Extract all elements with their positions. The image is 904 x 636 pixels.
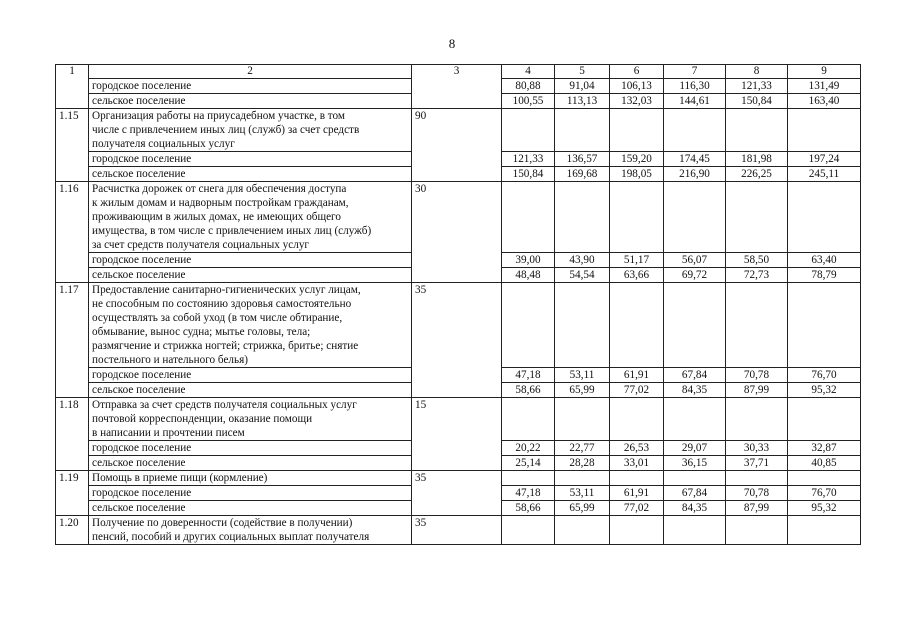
empty-cell [502, 283, 555, 368]
header-row [56, 65, 861, 79]
empty-cell [610, 283, 664, 368]
settlement-label: сельское поселение [89, 94, 412, 109]
description-line: обмывание, вынос судна; мытье головы, тела; [92, 326, 311, 338]
description-line: пенсий, пособий и других социальных выплат получателя [92, 531, 370, 543]
value-cell: 131,49 [788, 79, 861, 94]
value-cell: 77,02 [610, 501, 664, 516]
value-cell: 26,53 [610, 441, 664, 456]
description-line: Отправка за счет средств получателя социальных услуг [92, 399, 357, 411]
description-line: проживающим в жилых домах, не имеющих общего [92, 211, 341, 223]
table-row-settlement [56, 253, 861, 268]
settlement-label: городское поселение [89, 441, 412, 456]
header-cell: 2 [89, 65, 412, 79]
service-description [89, 109, 412, 152]
row-number-cell [56, 152, 89, 167]
table-row-settlement [56, 94, 861, 109]
service-norm: 35 [412, 471, 502, 486]
service-norm: 15 [412, 398, 502, 441]
table-row-settlement [56, 441, 861, 456]
value-cell: 106,13 [610, 79, 664, 94]
value-cell: 95,32 [788, 383, 861, 398]
description-line: не способным по состоянию здоровья самостоятельно [92, 298, 352, 310]
empty-cell [664, 516, 726, 545]
table-row-service [56, 109, 861, 152]
row-number-cell [56, 253, 89, 268]
description-line: осуществлять за собой уход (в том числе обтирание, [92, 312, 343, 324]
value-cell: 150,84 [502, 167, 555, 182]
empty-cell [788, 182, 861, 253]
value-cell: 67,84 [664, 486, 726, 501]
norm-cell [412, 368, 502, 383]
empty-cell [555, 283, 610, 368]
empty-cell [726, 182, 788, 253]
value-cell: 80,88 [502, 79, 555, 94]
value-cell: 47,18 [502, 486, 555, 501]
empty-cell [726, 283, 788, 368]
value-cell: 51,17 [610, 253, 664, 268]
row-number-cell [56, 383, 89, 398]
service-description [89, 182, 412, 253]
value-cell: 181,98 [726, 152, 788, 167]
settlement-label: сельское поселение [89, 167, 412, 182]
service-norm: 30 [412, 182, 502, 253]
empty-cell [664, 471, 726, 486]
value-cell: 58,66 [502, 501, 555, 516]
value-cell: 226,25 [726, 167, 788, 182]
settlement-label: сельское поселение [89, 383, 412, 398]
table-row-service [56, 398, 861, 441]
value-cell: 30,33 [726, 441, 788, 456]
value-cell: 43,90 [555, 253, 610, 268]
value-cell: 132,03 [610, 94, 664, 109]
value-cell: 100,55 [502, 94, 555, 109]
norm-cell [412, 79, 502, 94]
value-cell: 91,04 [555, 79, 610, 94]
norm-cell [412, 253, 502, 268]
row-number-cell [56, 486, 89, 501]
service-description [89, 398, 412, 441]
service-norm: 35 [412, 516, 502, 545]
row-number-cell [56, 79, 89, 94]
row-number-cell [56, 167, 89, 182]
description-line: к жилым домам и надворным постройкам гражданам, [92, 197, 349, 209]
table-row-settlement [56, 486, 861, 501]
value-cell: 65,99 [555, 383, 610, 398]
service-description [89, 283, 412, 368]
norm-cell [412, 456, 502, 471]
empty-cell [664, 283, 726, 368]
value-cell: 84,35 [664, 501, 726, 516]
header-cell: 3 [412, 65, 502, 79]
table-row-service [56, 283, 861, 368]
service-description [89, 471, 412, 486]
header-cell: 6 [610, 65, 664, 79]
table-row-service [56, 471, 861, 486]
service-number: 1.20 [56, 516, 89, 545]
description-line: имущества, в том числе с привлечением иных лиц (служб) [92, 225, 372, 237]
norm-cell [412, 441, 502, 456]
description-line: числе с привлечением иных лиц (служб) за счет средств [92, 124, 360, 136]
empty-cell [610, 516, 664, 545]
value-cell: 197,24 [788, 152, 861, 167]
header-cell: 7 [664, 65, 726, 79]
value-cell: 56,07 [664, 253, 726, 268]
table-row-settlement [56, 456, 861, 471]
empty-cell [610, 109, 664, 152]
table-row-settlement [56, 368, 861, 383]
table-row-settlement [56, 501, 861, 516]
value-cell: 58,66 [502, 383, 555, 398]
value-cell: 53,11 [555, 486, 610, 501]
value-cell: 54,54 [555, 268, 610, 283]
empty-cell [610, 182, 664, 253]
settlement-label: сельское поселение [89, 268, 412, 283]
settlement-label: сельское поселение [89, 456, 412, 471]
value-cell: 63,40 [788, 253, 861, 268]
tariff-table [55, 64, 861, 545]
value-cell: 84,35 [664, 383, 726, 398]
value-cell: 76,70 [788, 486, 861, 501]
description-line: Расчистка дорожек от снега для обеспечения доступа [92, 183, 347, 195]
value-cell: 174,45 [664, 152, 726, 167]
value-cell: 245,11 [788, 167, 861, 182]
value-cell: 150,84 [726, 94, 788, 109]
norm-cell [412, 486, 502, 501]
value-cell: 28,28 [555, 456, 610, 471]
empty-cell [788, 283, 861, 368]
description-line: Организация работы на приусадебном участке, в том [92, 110, 346, 122]
empty-cell [610, 471, 664, 486]
service-number: 1.18 [56, 398, 89, 441]
empty-cell [555, 182, 610, 253]
settlement-label: сельское поселение [89, 501, 412, 516]
empty-cell [555, 516, 610, 545]
table-row-settlement [56, 152, 861, 167]
value-cell: 121,33 [726, 79, 788, 94]
empty-cell [555, 109, 610, 152]
table-row-settlement [56, 383, 861, 398]
value-cell: 70,78 [726, 486, 788, 501]
header-cell: 1 [56, 65, 89, 79]
value-cell: 87,99 [726, 383, 788, 398]
value-cell: 33,01 [610, 456, 664, 471]
description-line: постельного и нательного белья) [92, 354, 248, 366]
header-cell: 5 [555, 65, 610, 79]
value-cell: 39,00 [502, 253, 555, 268]
row-number-cell [56, 456, 89, 471]
row-number-cell [56, 94, 89, 109]
service-description [89, 516, 412, 545]
service-number: 1.17 [56, 283, 89, 368]
value-cell: 67,84 [664, 368, 726, 383]
value-cell: 216,90 [664, 167, 726, 182]
empty-cell [502, 471, 555, 486]
page-number: 8 [448, 36, 456, 51]
value-cell: 70,78 [726, 368, 788, 383]
value-cell: 58,50 [726, 253, 788, 268]
settlement-label: городское поселение [89, 253, 412, 268]
row-number-cell [56, 268, 89, 283]
value-cell: 87,99 [726, 501, 788, 516]
empty-cell [555, 398, 610, 441]
empty-cell [726, 471, 788, 486]
description-line: за счет средств получателя социальных услуг [92, 239, 309, 251]
value-cell: 198,05 [610, 167, 664, 182]
value-cell: 29,07 [664, 441, 726, 456]
norm-cell [412, 94, 502, 109]
empty-cell [502, 516, 555, 545]
norm-cell [412, 383, 502, 398]
description-line: почтовой корреспонденции, оказание помощи [92, 413, 313, 425]
row-number-cell [56, 441, 89, 456]
description-line: Помощь в приеме пищи (кормление) [92, 472, 268, 484]
value-cell: 76,70 [788, 368, 861, 383]
header-cell: 4 [502, 65, 555, 79]
value-cell: 95,32 [788, 501, 861, 516]
table-row-service [56, 182, 861, 253]
value-cell: 159,20 [610, 152, 664, 167]
empty-cell [726, 516, 788, 545]
value-cell: 48,48 [502, 268, 555, 283]
empty-cell [502, 398, 555, 441]
value-cell: 113,13 [555, 94, 610, 109]
empty-cell [610, 398, 664, 441]
empty-cell [664, 182, 726, 253]
service-norm: 90 [412, 109, 502, 152]
value-cell: 65,99 [555, 501, 610, 516]
empty-cell [664, 109, 726, 152]
settlement-label: городское поселение [89, 152, 412, 167]
value-cell: 169,68 [555, 167, 610, 182]
settlement-label: городское поселение [89, 368, 412, 383]
empty-cell [788, 398, 861, 441]
value-cell: 53,11 [555, 368, 610, 383]
empty-cell [726, 109, 788, 152]
empty-cell [788, 109, 861, 152]
header-cell: 9 [788, 65, 861, 79]
value-cell: 72,73 [726, 268, 788, 283]
value-cell: 40,85 [788, 456, 861, 471]
row-number-cell [56, 501, 89, 516]
value-cell: 61,91 [610, 486, 664, 501]
norm-cell [412, 167, 502, 182]
value-cell: 78,79 [788, 268, 861, 283]
empty-cell [502, 109, 555, 152]
empty-cell [788, 471, 861, 486]
settlement-label: городское поселение [89, 79, 412, 94]
value-cell: 36,15 [664, 456, 726, 471]
value-cell: 25,14 [502, 456, 555, 471]
value-cell: 77,02 [610, 383, 664, 398]
value-cell: 32,87 [788, 441, 861, 456]
value-cell: 136,57 [555, 152, 610, 167]
empty-cell [555, 471, 610, 486]
service-number: 1.19 [56, 471, 89, 486]
table-row-service [56, 516, 861, 545]
row-number-cell [56, 368, 89, 383]
description-line: размягчение и стрижка ногтей; стрижка, бритье; снятие [92, 340, 359, 352]
norm-cell [412, 152, 502, 167]
description-line: Получение по доверенности (содействие в получении) [92, 517, 353, 529]
table-row-settlement [56, 268, 861, 283]
header-cell: 8 [726, 65, 788, 79]
service-number: 1.16 [56, 182, 89, 253]
empty-cell [502, 182, 555, 253]
description-line: в написании и прочтении писем [92, 427, 245, 439]
value-cell: 22,77 [555, 441, 610, 456]
service-norm: 35 [412, 283, 502, 368]
empty-cell [664, 398, 726, 441]
description-line: получателя социальных услуг [92, 138, 235, 150]
value-cell: 61,91 [610, 368, 664, 383]
value-cell: 63,66 [610, 268, 664, 283]
value-cell: 144,61 [664, 94, 726, 109]
empty-cell [726, 398, 788, 441]
value-cell: 163,40 [788, 94, 861, 109]
value-cell: 69,72 [664, 268, 726, 283]
norm-cell [412, 268, 502, 283]
value-cell: 37,71 [726, 456, 788, 471]
description-line: Предоставление санитарно-гигиенических услуг лицам, [92, 284, 361, 296]
settlement-label: городское поселение [89, 486, 412, 501]
value-cell: 121,33 [502, 152, 555, 167]
empty-cell [788, 516, 861, 545]
table-row-settlement [56, 79, 861, 94]
value-cell: 47,18 [502, 368, 555, 383]
norm-cell [412, 501, 502, 516]
table-row-settlement [56, 167, 861, 182]
value-cell: 116,30 [664, 79, 726, 94]
service-number: 1.15 [56, 109, 89, 152]
value-cell: 20,22 [502, 441, 555, 456]
